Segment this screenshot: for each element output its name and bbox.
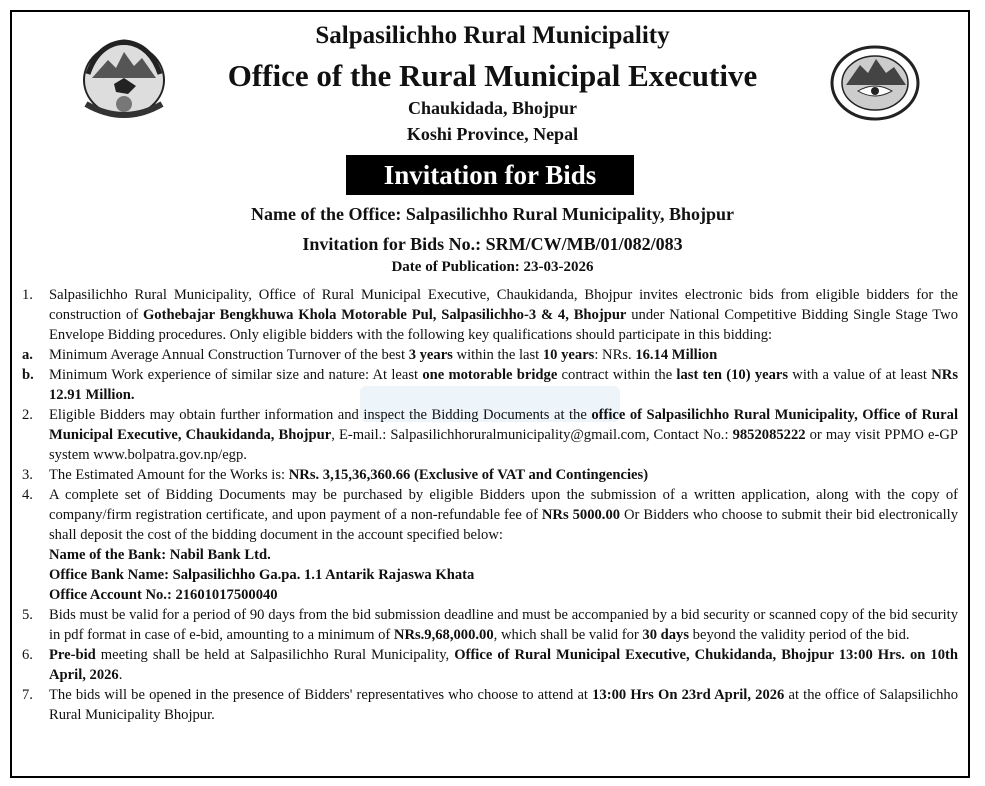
office-bank-name: Office Bank Name: Salpasilichho Ga.pa. 1.1 Antarik Rajaswa Khata: [49, 567, 475, 583]
clause-6: 6. Pre-bid meeting shall be held at Salpasilichho Rural Municipality, Office of Rural Municipal Executive, Chukidanda, Bhojpur 13:00 Hrs. on 10th April, 2026.: [22, 647, 958, 683]
clause-5: 5. Bids must be valid for a period of 90 days from the bid submission deadline and must be accompanied by a bid security or scanned copy of the bid security in pdf format in case of e-bid, amounting to a minimum of NRs.9,68,000.00, which shall be valid for 30 days beyond the validity period of the bid.: [22, 607, 958, 643]
municipality-name: Salpasilichho Rural Municipality: [315, 22, 670, 49]
clause-7: 7. The bids will be opened in the presence of Bidders' representatives who choose to attend at 13:00 Hrs On 23rd April, 2026 at the office of Salapsilichho Rural Municipality Bhojpur.: [22, 687, 959, 723]
clause-a: a. Minimum Average Annual Construction Turnover of the best 3 years within the last 10 years: NRs. 16.14 Million: [22, 347, 718, 363]
publication-date: Date of Publication: 23-03-2026: [391, 259, 594, 275]
office-name-line: Name of the Office: Salpasilichho Rural Municipality, Bhojpur: [250, 204, 734, 224]
notice-body: [22, 285, 958, 725]
notice-banner: Invitation for Bids: [346, 155, 634, 195]
clause-b: b. Minimum Work experience of similar size and nature: At least one motorable bridge contract within the last ten (10) years with a value of at least NRs 12.91 Million.: [22, 367, 958, 403]
address-line: Chaukidada, Bhojpur: [407, 98, 578, 118]
clause-2: 2. Eligible Bidders may obtain further information and inspect the Bidding Documents at the office of Salpasilichho Rural Municipality, Office of Rural Municipal Executive, Chaukidanda, Bhojpur, E-mail.: Salpasilichhoruralmunicipality@gmail.com, Contact No.: 9852085222 or may visit PPMO e-GP system www.bolpatra.gov.np/egp.: [22, 407, 959, 463]
clause-3: 3. The Estimated Amount for the Works is: NRs. 3,15,36,360.66 (Exclusive of VAT and Contingencies): [22, 467, 649, 483]
clause-1: 1. Salpasilichho Rural Municipality, Office of Rural Municipal Executive, Chaukidanda, Bhojpur invites electronic bids from eligible bidders for the construction of Gothebajar Bengkhuwa Khola Motorable Pul, Salpasilichho-3 & 4, Bhojpur under National Competitive Bidding Single Stage Two Envelope Bidding procedures. Only eligible bidders with the following key qualifications should participate in this bidding:: [22, 287, 959, 343]
province-line: Koshi Province, Nepal: [406, 124, 579, 144]
bank-name: Name of the Bank: Nabil Bank Ltd.: [49, 547, 271, 563]
office-title: Office of the Rural Municipal Executive: [227, 58, 758, 93]
clause-4: 4. A complete set of Bidding Documents may be purchased by eligible Bidders upon the submission of a written application, along with the copy of company/firm registration certificate, and upon payment of a non-refundable fee of NRs 5000.00 Or Bidders who choose to submit their bid electronically shall deposit the cost of the bidding document in the account specified below: Name of the Bank: Nabil Bank Ltd. Office Bank Name: Salpasilichho Ga.pa. 1.1 Antarik Rajaswa Khata Office Account No.: 21601017500040: [22, 487, 958, 603]
ifb-number: Invitation for Bids No.: SRM/CW/MB/01/082/083: [302, 234, 683, 254]
office-account-no: Office Account No.: 21601017500040: [49, 587, 278, 603]
